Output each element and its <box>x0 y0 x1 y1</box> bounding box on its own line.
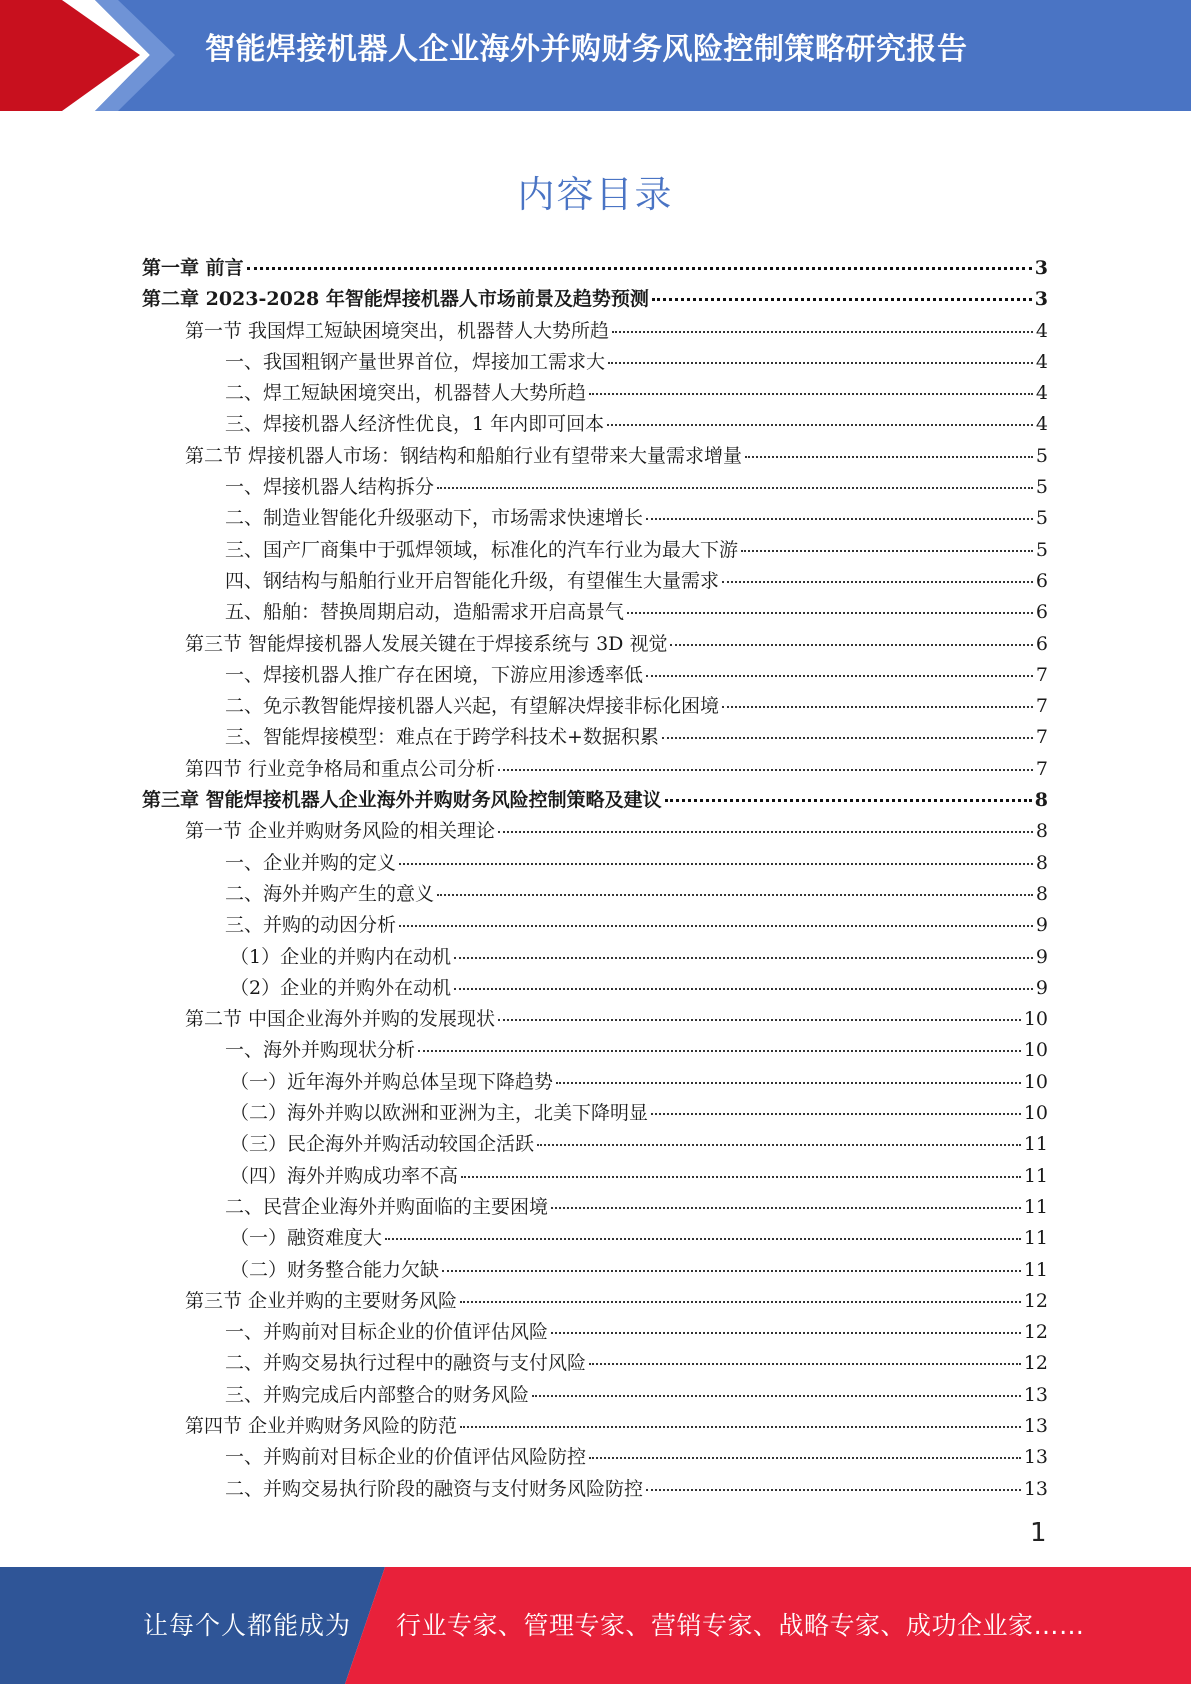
toc-entry[interactable] <box>142 1348 1048 1379</box>
toc-entry[interactable] <box>142 566 1048 597</box>
toc-entry[interactable] <box>142 1286 1048 1317</box>
toc-entry-page: 4 <box>1035 382 1048 405</box>
toc-heading: 内容目录 <box>517 173 674 216</box>
toc-entry-page: 5 <box>1035 538 1048 561</box>
page-number: 1 <box>1030 1518 1047 1548</box>
toc-entry-title: （二）财务整合能力欠缺 <box>230 1258 440 1281</box>
toc-dot-leader <box>437 894 1033 896</box>
toc-entry[interactable] <box>142 284 1048 315</box>
toc-entry-page: 6 <box>1035 601 1048 624</box>
toc-entry[interactable] <box>142 754 1048 785</box>
toc-entry-title: 第三节 企业并购的主要财务风险 <box>185 1289 458 1312</box>
toc-entry-title: （二）海外并购以欧洲和亚洲为主，北美下降明显 <box>230 1102 649 1125</box>
toc-entry-page: 7 <box>1035 695 1048 718</box>
toc-entry-page: 4 <box>1035 350 1048 373</box>
toc-entry-page: 5 <box>1035 444 1048 467</box>
toc-entry[interactable] <box>142 1192 1048 1223</box>
toc-entry[interactable] <box>142 1161 1048 1192</box>
toc-entry-page: 7 <box>1035 726 1048 749</box>
toc-entry[interactable] <box>142 816 1048 847</box>
toc-entry-page: 13 <box>1023 1446 1048 1469</box>
toc-dot-leader <box>722 706 1033 708</box>
toc-dot-leader <box>662 737 1033 739</box>
toc-entry-page: 8 <box>1034 789 1048 812</box>
toc-entry[interactable] <box>142 1255 1048 1286</box>
toc-entry-title: 二、并购交易执行阶段的融资与支付财务风险防控 <box>225 1477 644 1500</box>
toc-entry-page: 13 <box>1023 1477 1048 1500</box>
toc-entry[interactable] <box>142 1223 1048 1254</box>
toc-dot-leader <box>247 267 1032 270</box>
toc-entry[interactable] <box>142 1474 1048 1505</box>
toc-dot-leader <box>498 1019 1021 1021</box>
toc-entry-page: 7 <box>1035 663 1048 686</box>
toc-entry-page: 5 <box>1035 507 1048 530</box>
toc-entry-title: 一、我国粗钢产量世界首位，焊接加工需求大 <box>225 350 606 373</box>
toc-entry[interactable] <box>142 1317 1048 1348</box>
toc-entry-title: 一、焊接机器人结构拆分 <box>225 476 435 499</box>
toc-dot-leader <box>460 1301 1021 1303</box>
toc-entry[interactable] <box>142 942 1048 973</box>
toc-entry-page: 10 <box>1023 1008 1048 1031</box>
toc-dot-leader <box>612 331 1033 333</box>
table-of-contents <box>142 253 1048 1505</box>
toc-entry-page: 4 <box>1035 319 1048 342</box>
toc-entry-title: 三、焊接机器人经济性优良，1 年内即可回本 <box>225 413 605 436</box>
toc-entry-title: 一、并购前对目标企业的价值评估风险防控 <box>225 1446 587 1469</box>
toc-entry-title: 第三章 智能焊接机器人企业海外并购财务风险控制策略及建议 <box>142 789 662 812</box>
toc-entry-title: 第三节 智能焊接机器人发展关键在于焊接系统与 3D 视觉 <box>185 632 668 655</box>
toc-dot-leader <box>608 362 1033 364</box>
toc-dot-leader <box>551 1332 1021 1334</box>
toc-entry-title: 第一节 企业并购财务风险的相关理论 <box>185 820 496 843</box>
toc-entry-title: 三、国产厂商集中于弧焊领域，标准化的汽车行业为最大下游 <box>225 538 739 561</box>
toc-dot-leader <box>589 1457 1021 1459</box>
toc-entry-page: 13 <box>1023 1414 1048 1437</box>
toc-dot-leader <box>646 1489 1021 1491</box>
toc-entry[interactable] <box>142 722 1048 753</box>
toc-dot-leader <box>665 799 1032 802</box>
toc-entry[interactable] <box>142 879 1048 910</box>
toc-dot-leader <box>532 1395 1021 1397</box>
toc-entry[interactable] <box>142 1442 1048 1473</box>
toc-entry[interactable] <box>142 848 1048 879</box>
toc-dot-leader <box>399 863 1033 865</box>
toc-entry[interactable] <box>142 253 1048 284</box>
toc-dot-leader <box>646 518 1033 520</box>
toc-dot-leader <box>498 769 1033 771</box>
toc-dot-leader <box>460 1426 1021 1428</box>
toc-entry-title: 五、船舶：替换周期启动，造船需求开启高景气 <box>225 601 625 624</box>
toc-entry-title: 二、制造业智能化升级驱动下，市场需求快速增长 <box>225 507 644 530</box>
toc-entry[interactable] <box>142 472 1048 503</box>
toc-entry-page: 12 <box>1023 1321 1048 1344</box>
toc-entry-title: （一）融资难度大 <box>230 1227 383 1250</box>
toc-entry-title: 二、并购交易执行过程中的融资与支付风险 <box>225 1352 587 1375</box>
toc-entry-page: 10 <box>1023 1039 1048 1062</box>
toc-dot-leader <box>454 957 1033 959</box>
toc-entry-page: 11 <box>1023 1164 1048 1187</box>
toc-entry-title: 第二节 中国企业海外并购的发展现状 <box>185 1008 496 1031</box>
toc-entry-page: 8 <box>1035 882 1048 905</box>
toc-dot-leader <box>556 1082 1021 1084</box>
toc-entry-page: 11 <box>1023 1227 1048 1250</box>
toc-dot-leader <box>589 1363 1021 1365</box>
toc-entry-title: 一、海外并购现状分析 <box>225 1039 416 1062</box>
toc-dot-leader <box>589 393 1033 395</box>
footer-slogan-left: 让每个人都能成为 <box>143 1611 352 1640</box>
toc-entry[interactable] <box>142 1067 1048 1098</box>
toc-entry-page: 12 <box>1023 1289 1048 1312</box>
toc-entry-title: （三）民企海外并购活动较国企活跃 <box>230 1133 535 1156</box>
toc-entry-page: 8 <box>1035 851 1048 874</box>
toc-entry-page: 9 <box>1035 976 1048 999</box>
toc-entry-page: 8 <box>1035 820 1048 843</box>
toc-dot-leader <box>745 456 1033 458</box>
toc-dot-leader <box>741 550 1033 552</box>
toc-entry[interactable] <box>142 409 1048 440</box>
toc-dot-leader <box>461 1176 1021 1178</box>
toc-entry[interactable] <box>142 1098 1048 1129</box>
toc-entry-page: 11 <box>1023 1195 1048 1218</box>
toc-entry-title: 一、焊接机器人推广存在困境，下游应用渗透率低 <box>225 663 644 686</box>
toc-entry-title: 第一章 前言 <box>142 257 244 279</box>
toc-entry[interactable] <box>142 691 1048 722</box>
toc-dot-leader <box>418 1050 1021 1052</box>
toc-entry-page: 12 <box>1023 1352 1048 1375</box>
toc-entry[interactable] <box>142 785 1048 816</box>
toc-entry-page: 7 <box>1035 757 1048 780</box>
toc-entry-title: （四）海外并购成功率不高 <box>230 1164 459 1187</box>
toc-entry[interactable] <box>142 1411 1048 1442</box>
toc-entry-title: 一、并购前对目标企业的价值评估风险 <box>225 1321 549 1344</box>
toc-entry-title: 一、企业并购的定义 <box>225 851 397 874</box>
toc-entry-title: （1）企业的并购内在动机 <box>230 945 452 968</box>
toc-entry-page: 9 <box>1035 945 1048 968</box>
toc-entry-title: 第二章 2023-2028 年智能焊接机器人市场前景及趋势预测 <box>142 288 649 311</box>
toc-entry-page: 11 <box>1023 1258 1048 1281</box>
toc-entry-title: 第一节 我国焊工短缺困境突出，机器替人大势所趋 <box>185 319 610 342</box>
toc-entry-page: 10 <box>1023 1102 1048 1125</box>
toc-entry-title: 二、免示教智能焊接机器人兴起，有望解决焊接非标化困境 <box>225 695 720 718</box>
toc-dot-leader <box>722 581 1033 583</box>
toc-entry-title: （一）近年海外并购总体呈现下降趋势 <box>230 1070 554 1093</box>
toc-entry[interactable] <box>142 378 1048 409</box>
footer-banner <box>0 1567 1191 1684</box>
toc-dot-leader <box>537 1144 1021 1146</box>
toc-entry[interactable] <box>142 1004 1048 1035</box>
toc-dot-leader <box>442 1270 1021 1272</box>
toc-entry[interactable] <box>142 1129 1048 1160</box>
toc-entry[interactable] <box>142 316 1048 347</box>
toc-dot-leader <box>385 1238 1021 1240</box>
toc-entry[interactable] <box>142 347 1048 378</box>
toc-entry-page: 11 <box>1023 1133 1048 1156</box>
toc-dot-leader <box>652 298 1032 301</box>
toc-entry[interactable] <box>142 1380 1048 1411</box>
toc-entry[interactable] <box>142 597 1048 628</box>
toc-entry-title: （2）企业的并购外在动机 <box>230 976 452 999</box>
report-title: 智能焊接机器人企业海外并购财务风险控制策略研究报告 <box>205 32 968 67</box>
toc-entry-title: 三、并购的动因分析 <box>225 914 397 937</box>
toc-entry-title: 二、焊工短缺困境突出，机器替人大势所趋 <box>225 382 587 405</box>
toc-entry-page: 10 <box>1023 1070 1048 1093</box>
toc-dot-leader <box>627 612 1033 614</box>
toc-entry-title: 第四节 企业并购财务风险的防范 <box>185 1414 458 1437</box>
toc-dot-leader <box>607 424 1033 426</box>
toc-dot-leader <box>498 831 1033 833</box>
toc-entry-page: 4 <box>1035 413 1048 436</box>
toc-entry[interactable] <box>142 660 1048 691</box>
toc-entry-page: 6 <box>1035 569 1048 592</box>
toc-dot-leader <box>651 1113 1021 1115</box>
toc-dot-leader <box>551 1207 1021 1209</box>
toc-entry-page: 3 <box>1034 288 1048 311</box>
toc-entry[interactable] <box>142 503 1048 534</box>
toc-entry-page: 5 <box>1035 476 1048 499</box>
toc-entry-title: 第二节 焊接机器人市场：钢结构和船舶行业有望带来大量需求增量 <box>185 444 743 467</box>
toc-entry[interactable] <box>142 629 1048 660</box>
toc-entry[interactable] <box>142 441 1048 472</box>
toc-dot-leader <box>399 925 1033 927</box>
toc-entry[interactable] <box>142 973 1048 1004</box>
toc-entry-title: 二、海外并购产生的意义 <box>225 882 435 905</box>
toc-entry-title: 二、民营企业海外并购面临的主要困境 <box>225 1195 549 1218</box>
toc-dot-leader <box>454 988 1033 990</box>
toc-entry-page: 13 <box>1023 1383 1048 1406</box>
toc-entry[interactable] <box>142 535 1048 566</box>
toc-entry[interactable] <box>142 1035 1048 1066</box>
toc-dot-leader <box>646 675 1033 677</box>
toc-dot-leader <box>670 644 1032 646</box>
toc-entry-title: 第四节 行业竞争格局和重点公司分析 <box>185 757 496 780</box>
toc-entry-page: 3 <box>1034 257 1048 279</box>
toc-dot-leader <box>437 487 1033 489</box>
toc-entry[interactable] <box>142 910 1048 941</box>
footer-slogan-right: 行业专家、管理专家、营销专家、战略专家、成功企业家…… <box>396 1611 1085 1640</box>
toc-entry-title: 四、钢结构与船舶行业开启智能化升级，有望催生大量需求 <box>225 569 720 592</box>
toc-entry-page: 6 <box>1035 632 1048 655</box>
toc-entry-title: 三、并购完成后内部整合的财务风险 <box>225 1383 530 1406</box>
header-banner <box>0 0 1191 111</box>
toc-entry-page: 9 <box>1035 914 1048 937</box>
toc-entry-title: 三、智能焊接模型：难点在于跨学科技术+数据积累 <box>225 726 659 749</box>
